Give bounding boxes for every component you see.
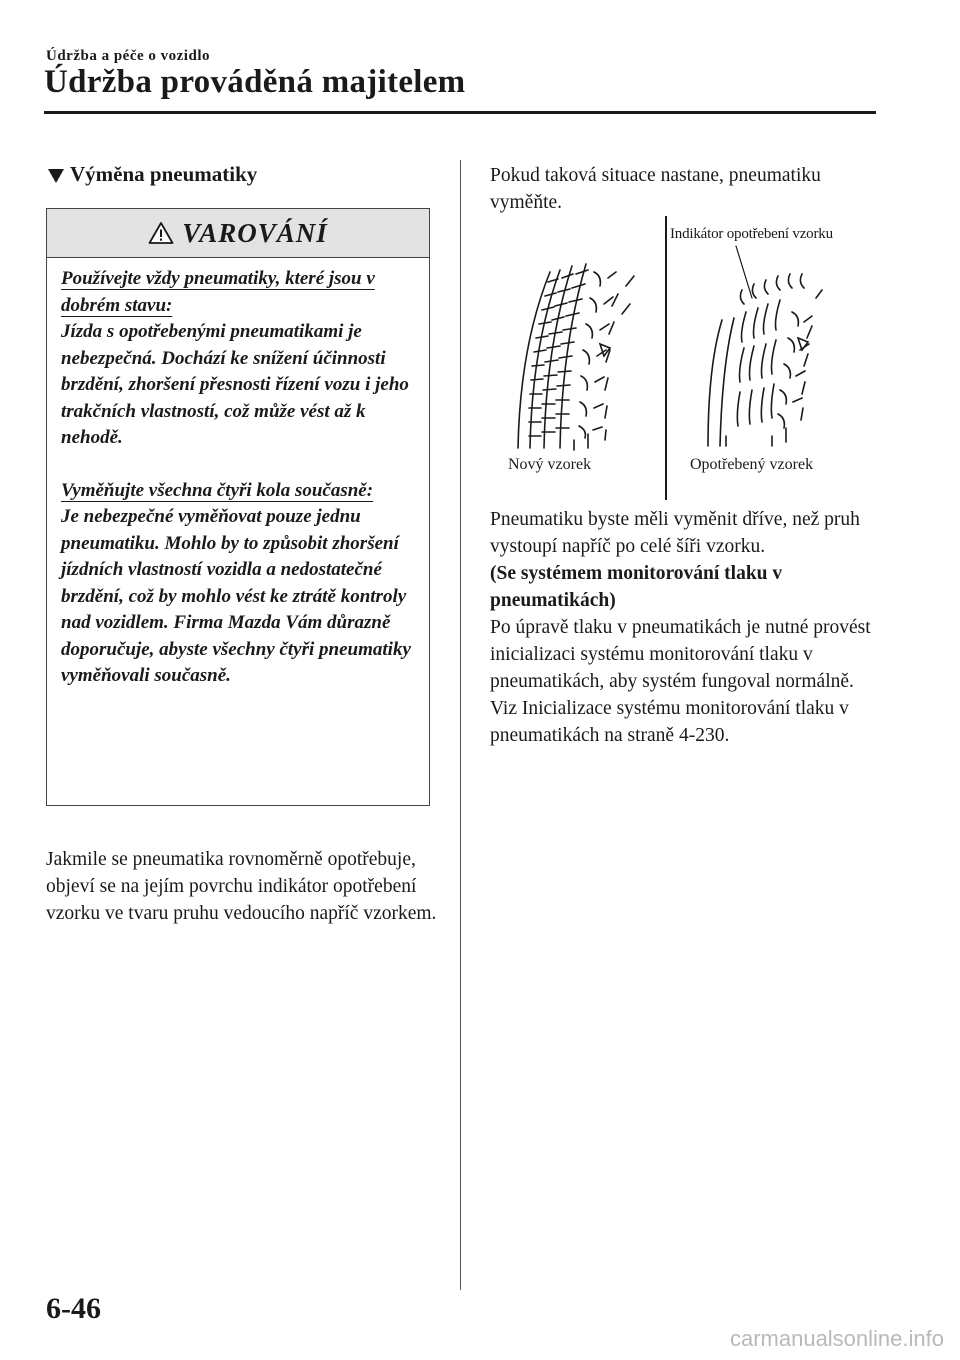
warning-title: VAROVÁNÍ [182, 217, 328, 248]
right-paragraph-1: Pneumatiku byste měli vyměnit dříve, než pruh vystoupí napříč po celé šíři vzorku. [490, 509, 860, 557]
page-title: Údržba prováděná majitelem [44, 64, 466, 100]
warning-heading-1: Používejte vždy pneumatiky, které jsou v dobrém stavu: [61, 268, 375, 316]
section-heading [48, 162, 257, 187]
warning-heading-2: Vyměňujte všechna čtyři kola současně: [61, 479, 374, 501]
tpms-subheading: (Se systémem monitorování tlaku v pneumatikách) [490, 563, 783, 611]
warning-header [47, 209, 429, 258]
worn-tread-label: Opotřebený vzorek [690, 456, 814, 473]
right-paragraph-2: Po úpravě tlaku v pneumatikách je nutné provést inicializaci systému monitorování tlaku v pneumatikách, aby systém fungoval normálně. [490, 617, 871, 692]
header-section: Údržba a péče o vozidlo [46, 48, 210, 64]
triangle-bullet-icon [48, 169, 64, 183]
warning-triangle-icon [148, 221, 174, 245]
page-number: 6-46 [46, 1292, 101, 1325]
worn-tread-pattern [708, 246, 822, 446]
right-paragraph-3: Viz Inicializace systému monitorování tlaku v pneumatikách na straně 4-230. [490, 698, 849, 746]
right-top-paragraph: Pokud taková situace nastane, pneumatiku vyměňte. [490, 165, 821, 213]
column-divider [460, 160, 461, 1290]
section-title: Výměna pneumatiky [70, 162, 258, 186]
warning-text-2: Je nebezpečné vyměňovat pouze jednu pneumatiku. Mohlo by to způsobit zhoršení jízdních vlastností vozidla a nedostatečné brzdění, což by mohlo vést ke ztrátě kontroly nad vozidlem. Firma Mazda Vám důrazně doporučuje, abyste všechny čtyři pneumatiky vyměňovali současně. [61, 506, 411, 686]
warning-box [46, 208, 430, 806]
watermark: carmanualsonline.info [729, 1326, 944, 1351]
warning-text-1: Jízda s opotřebenými pneumatikami je nebezpečná. Dochází ke snížení účinnosti brzdění, zhoršení přesnosti řízení vozu i jeho trakčních vlastností, což může vést až k nehodě. [61, 321, 409, 448]
warning-body [47, 258, 429, 690]
wear-indicator-callout: Indikátor opotřebení vzorku [670, 226, 833, 242]
new-tread-label: Nový vzorek [508, 456, 592, 473]
right-column-text [490, 506, 890, 749]
new-tread-pattern [518, 264, 634, 450]
tread-wear-figure [490, 216, 890, 500]
header-rule [44, 111, 876, 114]
left-paragraph: Jakmile se pneumatika rovnoměrně opotřebuje, objeví se na jejím povrchu indikátor opotřebení vzorku ve tvaru pruhu vedoucího napříč vzorkem. [46, 849, 437, 924]
